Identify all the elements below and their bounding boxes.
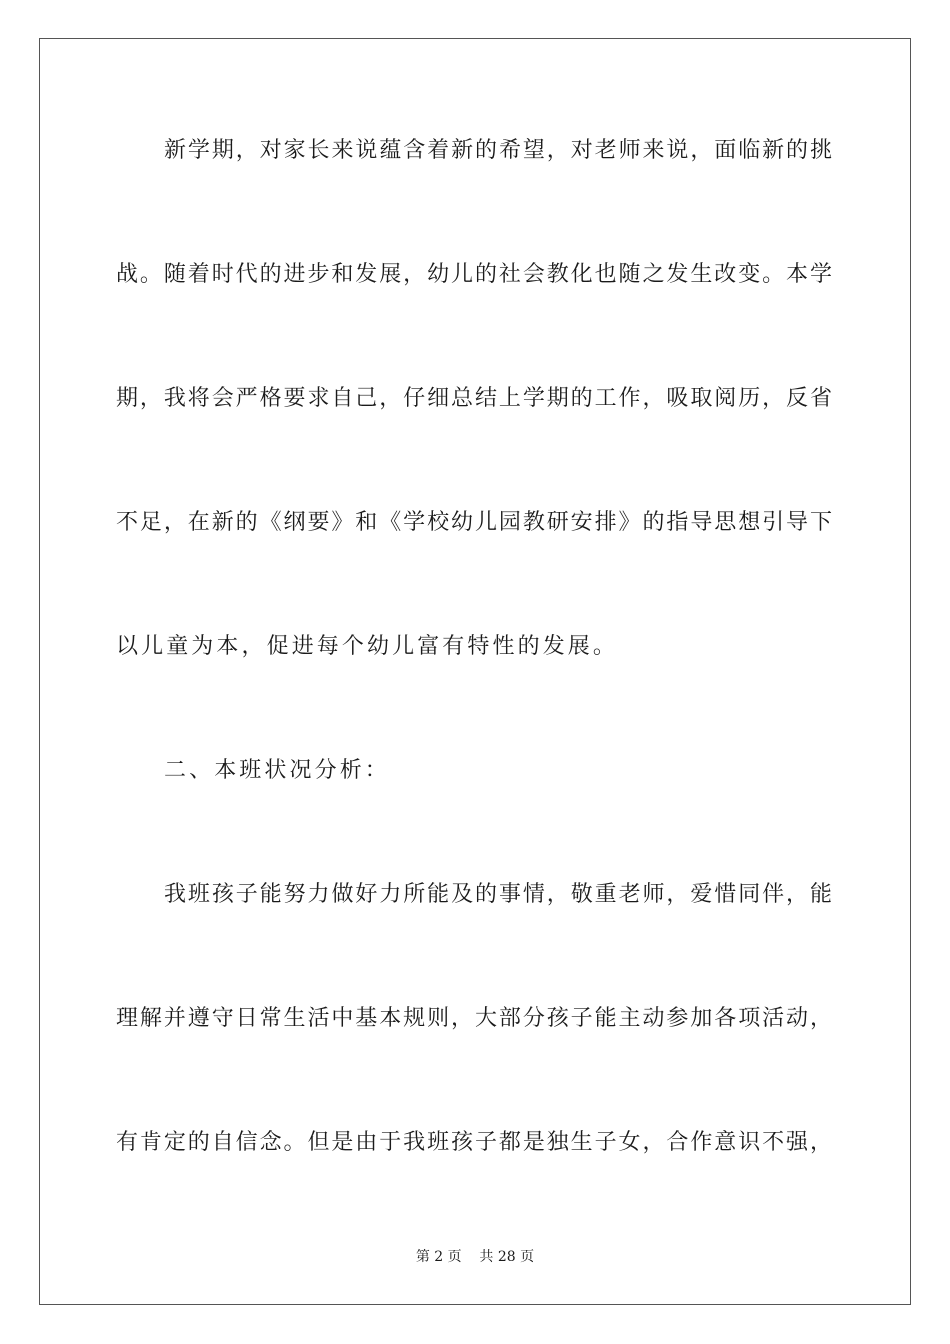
paragraph-line: 不足，在新的《纲要》和《学校幼儿园教研安排》的指导思想引导下	[116, 510, 832, 535]
page-frame	[39, 38, 911, 1305]
paragraph-line: 我班孩子能努力做好力所能及的事情，敬重老师，爱惜同伴，能	[164, 882, 832, 907]
paragraph-line: 新学期，对家长来说蕴含着新的希望，对老师来说，面临新的挑	[164, 138, 832, 163]
paragraph-line: 有肯定的自信念。但是由于我班孩子都是独生子女，合作意识不强，	[116, 1130, 832, 1155]
section-heading: 二、本班状况分析：	[164, 758, 390, 783]
paragraph-line: 以儿童为本，促进每个幼儿富有特性的发展。	[116, 634, 619, 659]
paragraph-line: 战。随着时代的进步和发展，幼儿的社会教化也随之发生改变。本学	[116, 262, 832, 287]
page-number: 第 2 页 共 28 页	[415, 1249, 535, 1265]
paragraph-line: 期，我将会严格要求自己，仔细总结上学期的工作，吸取阅历，反省	[116, 386, 832, 411]
paragraph-line: 理解并遵守日常生活中基本规则，大部分孩子能主动参加各项活动，	[116, 1006, 832, 1031]
